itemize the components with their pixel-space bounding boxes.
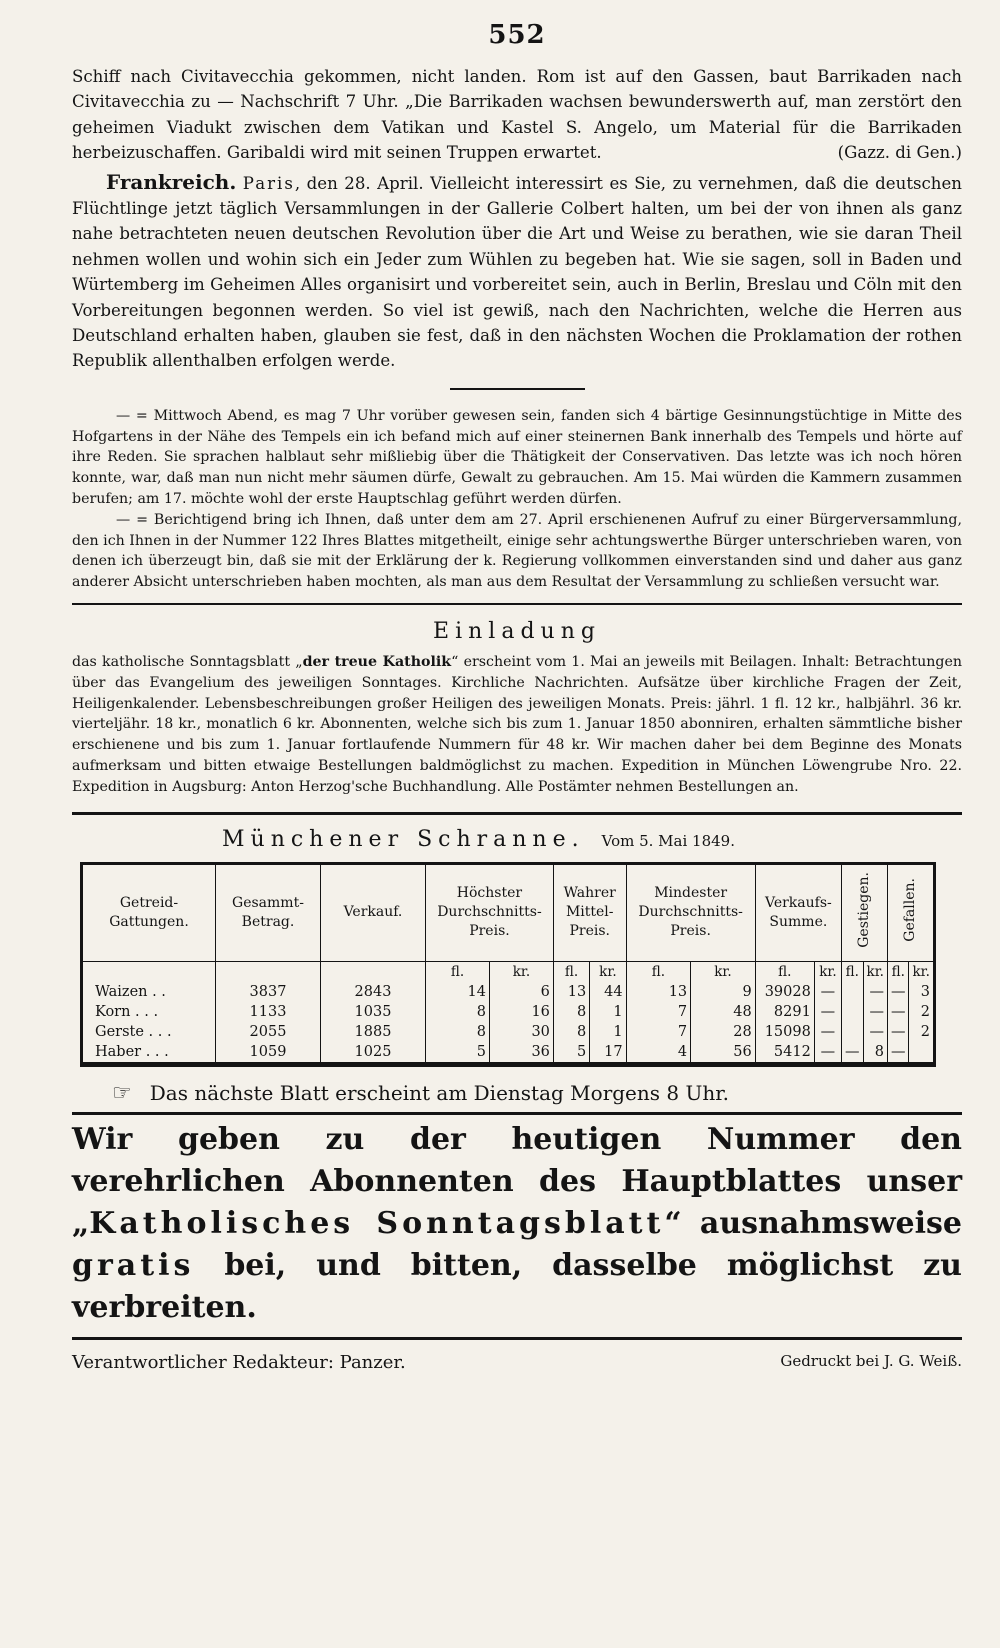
table-units-row bbox=[82, 961, 935, 982]
table-header: Verkaufs-Summe. bbox=[755, 863, 841, 961]
table-cell: kr. bbox=[863, 961, 887, 982]
table-cell: — bbox=[863, 1022, 887, 1042]
table-cell: 1035 bbox=[321, 1002, 426, 1022]
table-cell: 8 bbox=[863, 1042, 887, 1065]
table-cell: fl. bbox=[626, 961, 691, 982]
table-cell: Gerste . . . bbox=[82, 1022, 216, 1042]
footer bbox=[72, 1352, 962, 1373]
einladung-text-after: “ erscheint vom 1. Mai an jeweils mit Beilagen. Inhalt: Betrachtungen über das Evangelium des jeweiligen Sonntages. Kirchliche Nachrichten. Aufsätze über kirchliche Fragen der Zeit, Heiligenkalender. Lebensbeschreibungen großer Heiligen des jeweiligen Monats. Preis: jährl. 1 fl. 12 kr., halbjährl. 36 kr. vierteljähr. 18 kr., monatlich 6 kr. Abonnenten, welche sich bis zum 1. Januar 1850 abonniren, erhalten sämmtliche bisher erschienene und bis zum 1. Januar fortlaufende Nummern für 48 kr. Wir machen daher bei dem Beginne des Monats aufmerksam und bitten etwaige Bestellungen baldmöglichst zu machen. Expedition in München Löwengrube Nro. 22. Expedition in Augsburg: Anton Herzog'sche Buchhandlung. Alle Postämter nehmen Bestellungen an. bbox=[72, 654, 962, 795]
table-cell: Waizen . . bbox=[82, 982, 216, 1002]
table-cell: 9 bbox=[691, 982, 756, 1002]
table-cell: 2055 bbox=[216, 1022, 321, 1042]
table-cell: 2843 bbox=[321, 982, 426, 1002]
table-header: Höchster Durchschnitts-Preis. bbox=[426, 863, 554, 961]
table-cell: — bbox=[887, 1022, 909, 1042]
france-text: Vielleicht interessirt es Sie, zu vernehmen, daß die deutschen Flüchtlinge jetzt täglich Versammlungen in der Gallerie Colbert halten, um bei der von ihnen als ganz nahe betrachteten neuen deutschen Revolution über die Art und Weise zu berathen, wie sie daran Theil nehmen wollen und wohin sich ein Jeder zum Wühlen zu begeben hat. Wie sie sagen, soll in Baden und Würtemberg im Geheimen Alles organisirt und vorbereitet sein, auch in Berlin, Breslau und Cöln mit den Vorbereitungen begonnen werden. So viel ist gewiß, nach den Nachrichten, welche die Herren aus Deutschland erhalten haben, glauben sie fest, daß in den nächsten Wochen die Proklamation der rothen Republik allenthalben erfolgen werde. bbox=[72, 173, 962, 371]
pointing-hand-icon: ☞ bbox=[112, 1080, 132, 1106]
printer-line: Gedruckt bei J. G. Weiß. bbox=[780, 1351, 962, 1370]
einladung-text-before: das katholische Sonntagsblatt „ bbox=[72, 654, 303, 671]
table-cell: 2 bbox=[909, 1002, 935, 1022]
table-cell: 30 bbox=[489, 1022, 553, 1042]
table-cell: kr. bbox=[691, 961, 756, 982]
table-cell bbox=[321, 961, 426, 982]
table-cell: — bbox=[887, 1002, 909, 1022]
table-cell: kr. bbox=[489, 961, 553, 982]
table-cell: 8291 bbox=[755, 1002, 814, 1022]
table-cell: 2 bbox=[909, 1022, 935, 1042]
table-cell: 6 bbox=[489, 982, 553, 1002]
table-cell: 1059 bbox=[216, 1042, 321, 1065]
table-header bbox=[887, 863, 934, 961]
table-cell: 5 bbox=[426, 1042, 490, 1065]
table-cell: 13 bbox=[626, 982, 691, 1002]
table-cell: fl. bbox=[553, 961, 589, 982]
table-cell: — bbox=[814, 982, 841, 1002]
table-cell: kr. bbox=[590, 961, 626, 982]
market-price-table bbox=[80, 862, 936, 1067]
table-header: Verkauf. bbox=[321, 863, 426, 961]
table-cell: 36 bbox=[489, 1042, 553, 1065]
einladung-text bbox=[72, 652, 962, 798]
table-cell: 7 bbox=[626, 1002, 691, 1022]
table-cell: kr. bbox=[814, 961, 841, 982]
table-cell: — bbox=[863, 1002, 887, 1022]
market-title: Münchener Schranne. bbox=[222, 826, 585, 852]
table-row bbox=[82, 1002, 935, 1022]
table-cell bbox=[842, 982, 864, 1002]
market-date: Vom 5. Mai 1849. bbox=[601, 831, 735, 850]
table-cell: 15098 bbox=[755, 1022, 814, 1042]
table-cell bbox=[216, 961, 321, 982]
table-cell: 48 bbox=[691, 1002, 756, 1022]
announcement-spaced: Katholisches Sonntagsblatt bbox=[89, 1205, 665, 1241]
announcement-part3: bei, und bitten, dasselbe möglichst zu verbreiten. bbox=[72, 1247, 962, 1325]
intro-text: Schiff nach Civitavecchia gekommen, nicht landen. Rom ist auf den Gassen, baut Barrikaden nach Civitavecchia zu — Nachschrift 7 Uhr. „Die Barrikaden wachsen bewunderswerth auf, man zerstört den geheimen Viadukt zwischen dem Vatikan und Kastel S. Angelo, um Material für die Barrikaden herbeizuschaffen. Garibaldi wird mit seinen Truppen erwartet. bbox=[72, 67, 962, 163]
einladung-title: der treue Katholik bbox=[302, 654, 452, 671]
table-cell: 4 bbox=[626, 1042, 691, 1065]
table-row bbox=[82, 982, 935, 1002]
table-cell: fl. bbox=[755, 961, 814, 982]
announcement-part2: “ ausnahmsweise bbox=[664, 1205, 962, 1241]
table-cell: — bbox=[814, 1002, 841, 1022]
table-cell: 3837 bbox=[216, 982, 321, 1002]
table-cell: — bbox=[814, 1022, 841, 1042]
table-cell: 8 bbox=[553, 1022, 589, 1042]
table-cell bbox=[842, 1002, 864, 1022]
table-row bbox=[82, 1022, 935, 1042]
table-header: Gesammt-Betrag. bbox=[216, 863, 321, 961]
table-cell: kr. bbox=[909, 961, 935, 982]
table-cell: — bbox=[887, 982, 909, 1002]
table-cell: Haber . . . bbox=[82, 1042, 216, 1065]
table-header: Mindester Durchschnitts-Preis. bbox=[626, 863, 755, 961]
table-header-rotated: Gefallen. bbox=[901, 877, 918, 942]
horizontal-rule bbox=[72, 812, 962, 815]
announcement bbox=[72, 1119, 962, 1329]
table-cell: fl. bbox=[887, 961, 909, 982]
einladung-heading: Einladung bbox=[433, 619, 601, 645]
table-cell: — bbox=[887, 1042, 909, 1065]
local-note-1: — = Mittwoch Abend, es mag 7 Uhr vorüber gewesen sein, fanden sich 4 bärtige Gesinnungstüchtige in Mitte des Hofgartens in der Nähe des Tempels ein ich befand mich auf einer steinernen Bank innerhalb des Tempels und hörte auf ihre Reden. Sie sprachen halblaut sehr mißliebig über die Thätigkeit der Conservativen. Das letzte was ich noch hören konnte, war, daß man nun nicht mehr säumen dürfe, Gewalt zu gebrauchen. Am 15. Mai würden die Kammern zusammen berufen; am 17. möchte wohl der erste Hauptschlag geführt werden dürfen. bbox=[72, 407, 962, 508]
market-title-line bbox=[222, 827, 962, 852]
table-cell: fl. bbox=[842, 961, 864, 982]
table-cell: — bbox=[814, 1042, 841, 1065]
table-cell: 1025 bbox=[321, 1042, 426, 1065]
table-row bbox=[82, 1042, 935, 1065]
france-section bbox=[72, 170, 962, 374]
page-number: 552 bbox=[488, 20, 546, 50]
table-cell bbox=[82, 961, 216, 982]
table-cell: 17 bbox=[590, 1042, 626, 1065]
table-cell: 1885 bbox=[321, 1022, 426, 1042]
table-cell: 56 bbox=[691, 1042, 756, 1065]
table-cell bbox=[842, 1022, 864, 1042]
table-cell bbox=[909, 1042, 935, 1065]
announcement-part1: Wir geben zu der heutigen Nummer den verehrlichen Abonnenten des Hauptblattes unser „ bbox=[72, 1121, 962, 1241]
table-header: Wahrer Mittel-Preis. bbox=[553, 863, 626, 961]
next-issue-notice bbox=[112, 1081, 962, 1106]
table-cell: fl. bbox=[426, 961, 490, 982]
table-cell: Korn . . . bbox=[82, 1002, 216, 1022]
table-cell: 44 bbox=[590, 982, 626, 1002]
table-header: Getreid-Gattungen. bbox=[82, 863, 216, 961]
intro-paragraph bbox=[72, 64, 962, 166]
table-cell: 3 bbox=[909, 982, 935, 1002]
france-place: Paris bbox=[242, 173, 295, 193]
table-cell: 39028 bbox=[755, 982, 814, 1002]
table-cell: 16 bbox=[489, 1002, 553, 1022]
table-cell: — bbox=[842, 1042, 864, 1065]
notice-text: Das nächste Blatt erscheint am Dienstag Morgens 8 Uhr. bbox=[149, 1080, 729, 1105]
newspaper-page bbox=[72, 20, 962, 1373]
table-cell: 7 bbox=[626, 1022, 691, 1042]
section-divider bbox=[450, 388, 585, 390]
table-header-rotated: Gestiegen. bbox=[855, 871, 872, 948]
editor-line: Verantwortlicher Redakteur: Panzer. bbox=[72, 1351, 406, 1373]
table-cell: 1 bbox=[590, 1022, 626, 1042]
table-cell: 1133 bbox=[216, 1002, 321, 1022]
local-note-2: — = Berichtigend bring ich Ihnen, daß unter dem am 27. April erschienenen Aufruf zu einer Bürgerversammlung, den ich Ihnen in der Nummer 122 Ihres Blattes mitgetheilt, einige sehr achtungswerthe Bürger unterschrieben waren, von denen ich überzeugt bin, daß sie mit der Erklärung der k. Regierung vollkommen einverstanden sind und daher aus ganz anderer Absicht unterschrieben haben mochten, als man aus dem Resultat der Versammlung zu schließen versucht war. bbox=[72, 511, 962, 591]
france-date: , den 28. April. bbox=[294, 173, 424, 193]
table-header bbox=[842, 863, 888, 961]
horizontal-rule bbox=[72, 603, 962, 605]
table-cell: 8 bbox=[426, 1002, 490, 1022]
table-cell: 8 bbox=[553, 1002, 589, 1022]
table-cell: — bbox=[863, 982, 887, 1002]
table-cell: 28 bbox=[691, 1022, 756, 1042]
table-cell: 8 bbox=[426, 1022, 490, 1042]
horizontal-rule bbox=[72, 1112, 962, 1115]
intro-source: (Gazz. di Gen.) bbox=[837, 143, 962, 163]
table-cell: 13 bbox=[553, 982, 589, 1002]
announcement-gratis: gratis bbox=[72, 1247, 195, 1283]
table-cell: 5 bbox=[553, 1042, 589, 1065]
horizontal-rule bbox=[72, 1337, 962, 1340]
table-cell: 1 bbox=[590, 1002, 626, 1022]
table-cell: 5412 bbox=[755, 1042, 814, 1065]
france-heading: Frankreich. bbox=[106, 169, 237, 194]
table-cell: 14 bbox=[426, 982, 490, 1002]
